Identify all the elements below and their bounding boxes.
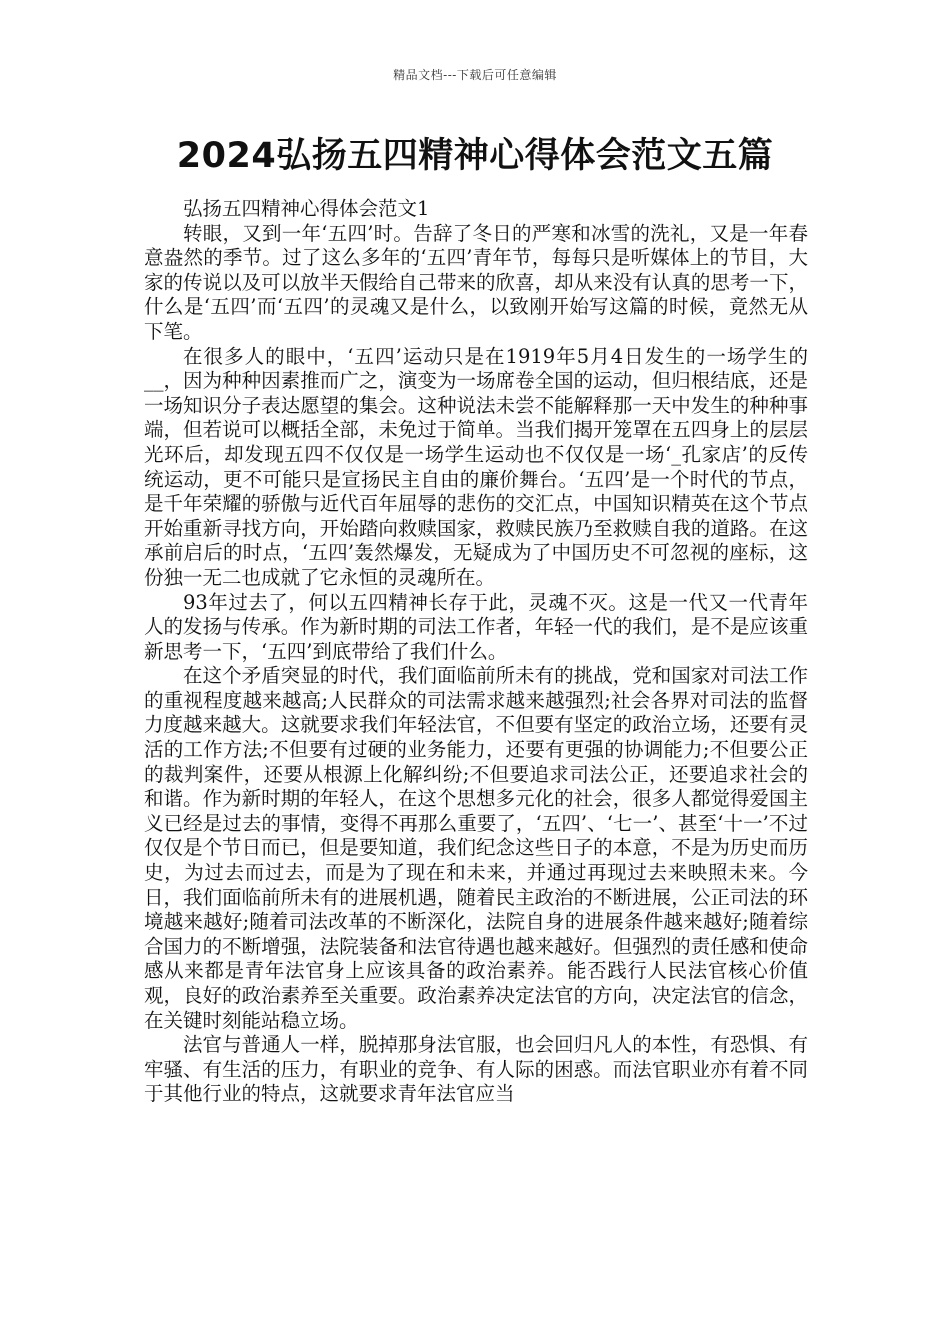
document-body bbox=[144, 197, 808, 1107]
body-paragraph: 93年过去了，何以五四精神长存于此，灵魂不灭。这是一代又一代青年人的发扬与传承。作为新时期的司法工作者，年轻一代的我们，是不是应该重新思考一下，‘五四’到底带给了我们什么。 bbox=[144, 590, 808, 663]
document-title: 2024弘扬五四精神心得体会范文五篇 bbox=[176, 136, 774, 176]
body-paragraph: 转眼，又到一年‘五四’时。告辞了冬日的严寒和冰雪的洗礼，又是一年春意盎然的季节。过了这么多年的‘五四’青年节，每每只是听媒体上的节目，大家的传说以及可以放半天假给自己带来的欣喜，却从来没有认真的思考一下，什么是‘五四’而‘五四’的灵魂又是什么，以致刚开始写这篇的时候，竟然无从下笔。 bbox=[144, 221, 808, 343]
body-paragraph: 法官与普通人一样，脱掉那身法官服，也会回归凡人的本性，有恐惧、有牢骚、有生活的压力，有职业的竞争、有人际的困惑。而法官职业亦有着不同于其他行业的特点，这就要求青年法官应当 bbox=[144, 1033, 808, 1106]
body-paragraph: 在这个矛盾突显的时代，我们面临前所未有的挑战，党和国家对司法工作的重视程度越来越高;人民群众的司法需求越来越强烈;社会各界对司法的监督力度越来越大。这就要求我们年轻法官，不但要有坚定的政治立场，还要有灵活的工作方法;不但要有过硬的业务能力，还要有更强的协调能力;不但要公正的裁判案件，还要从根源上化解纠纷;不但要追求司法公正，还要追求社会的和谐。作为新时期的年轻人，在这个思想多元化的社会，很多人都觉得爱国主义已经是过去的事情，变得不再那么重要了，‘五四’、‘七一’、甚至‘十一’不过仅仅是个节日而已，但是要知道，我们纪念这些日子的本意，不是为历史而历史，为过去而过去，而是为了现在和未来，并通过再现过去来映照未来。今日，我们面临前所未有的进展机遇，随着民主政治的不断进展，公正司法的环境越来越好;随着司法改革的不断深化，法院自身的进展条件越来越好;随着综合国力的不断增强，法院装备和法官待遇也越来越好。但强烈的责任感和使命感从来都是青年法官身上应该具备的政治素养。能否践行人民法官核心价值观，良好的政治素养至关重要。政治素养决定法官的方向，决定法官的信念，在关键时刻能站稳立场。 bbox=[144, 664, 808, 1032]
section-heading: 弘扬五四精神心得体会范文1 bbox=[183, 197, 430, 220]
page-header: 精品文档---下载后可任意编辑 bbox=[393, 68, 557, 82]
body-paragraph: 在很多人的眼中，‘五四’运动只是在1919年5月4日发生的一场学生的__，因为种种因素推而广之，演变为一场席卷全国的运动，但归根结底，还是一场知识分子表达愿望的集会。这种说法未尝不能解释那一天中发生的种种事端，但若说可以概括全部，未免过于简单。当我们揭开笼罩在五四身上的层层光环后，却发现五四不仅仅是一场学生运动也不仅仅是一场‘_孔家店’的反传统运动，更不可能只是宣扬民主自由的廉价舞台。‘五四’是一个时代的节点，是千年荣耀的骄傲与近代百年屈辱的悲伤的交汇点，中国知识精英在这个节点开始重新寻找方向，开始踏向救赎国家，救赎民族乃至救赎自我的道路。在这承前启后的时点，‘五四’轰然爆发，无疑成为了中国历史不可忽视的座标，这份独一无二也成就了它永恒的灵魂所在。 bbox=[144, 344, 808, 589]
